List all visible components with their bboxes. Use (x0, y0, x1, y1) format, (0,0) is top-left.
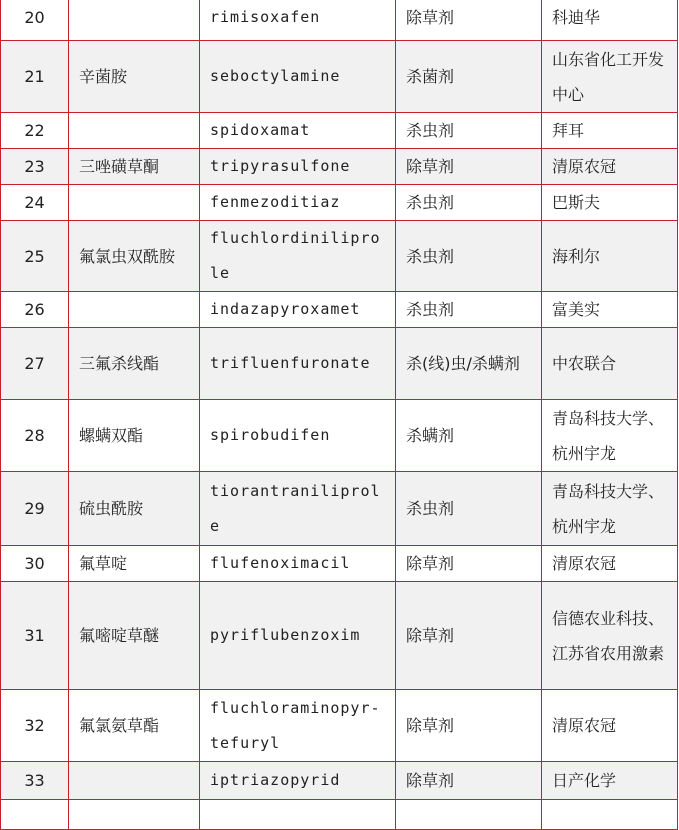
english-name-cell: fluchloraminopyr-tefuryl (200, 690, 396, 762)
english-name-cell: seboctylamine (200, 41, 396, 113)
number-cell: 31 (1, 582, 69, 690)
number-cell: 28 (1, 400, 69, 472)
category-cell: 杀虫剂 (396, 292, 542, 328)
company-cell (542, 800, 678, 830)
chinese-name-cell: 辛菌胺 (69, 41, 200, 113)
category-cell: 除草剂 (396, 582, 542, 690)
chinese-name-cell: 氟嘧啶草醚 (69, 582, 200, 690)
number-cell: 22 (1, 113, 69, 149)
english-name-cell: flufenoximacil (200, 546, 396, 582)
english-name-cell: fluchlordiniliprole (200, 221, 396, 292)
number-cell: 26 (1, 292, 69, 328)
chinese-name-cell (69, 113, 200, 149)
table-row (1, 328, 678, 400)
chinese-name-cell: 硫虫酰胺 (69, 472, 200, 546)
company-cell: 青岛科技大学、杭州宇龙 (542, 472, 678, 546)
english-name-cell: rimisoxafen (200, 0, 396, 41)
chinese-name-cell (69, 800, 200, 830)
english-name-cell: trifluenfuronate (200, 328, 396, 400)
company-cell: 青岛科技大学、杭州宇龙 (542, 400, 678, 472)
table-row (1, 762, 678, 800)
table-row (1, 292, 678, 328)
chinese-name-cell: 三氟杀线酯 (69, 328, 200, 400)
number-cell: 24 (1, 185, 69, 221)
english-name-cell: spirobudifen (200, 400, 396, 472)
table-row (1, 400, 678, 472)
number-cell: 32 (1, 690, 69, 762)
table-row (1, 800, 678, 830)
number-cell: 29 (1, 472, 69, 546)
category-cell: 除草剂 (396, 690, 542, 762)
english-name-cell: tiorantraniliprole (200, 472, 396, 546)
english-name-cell (200, 800, 396, 830)
chinese-name-cell: 螺螨双酯 (69, 400, 200, 472)
chinese-name-cell: 氟氯氨草酯 (69, 690, 200, 762)
number-cell: 20 (1, 0, 69, 41)
category-cell: 杀虫剂 (396, 221, 542, 292)
chinese-name-cell: 三唑磺草酮 (69, 149, 200, 185)
chinese-name-cell (69, 762, 200, 800)
category-cell: 杀虫剂 (396, 113, 542, 149)
category-cell (396, 800, 542, 830)
category-cell: 杀虫剂 (396, 185, 542, 221)
chinese-name-cell (69, 292, 200, 328)
table-row (1, 582, 678, 690)
table-row (1, 41, 678, 113)
company-cell: 清原农冠 (542, 690, 678, 762)
category-cell: 除草剂 (396, 762, 542, 800)
company-cell: 日产化学 (542, 762, 678, 800)
category-cell: 除草剂 (396, 546, 542, 582)
english-name-cell: pyriflubenzoxim (200, 582, 396, 690)
table-row (1, 185, 678, 221)
english-name-cell: iptriazopyrid (200, 762, 396, 800)
number-cell: 21 (1, 41, 69, 113)
category-cell: 杀螨剂 (396, 400, 542, 472)
number-cell: 30 (1, 546, 69, 582)
number-cell: 33 (1, 762, 69, 800)
company-cell: 巴斯夫 (542, 185, 678, 221)
number-cell: 25 (1, 221, 69, 292)
company-cell: 富美实 (542, 292, 678, 328)
category-cell: 除草剂 (396, 149, 542, 185)
chinese-name-cell (69, 0, 200, 41)
number-cell: 23 (1, 149, 69, 185)
category-cell: 除草剂 (396, 0, 542, 41)
company-cell: 山东省化工开发中心 (542, 41, 678, 113)
number-cell: 27 (1, 328, 69, 400)
table-row (1, 113, 678, 149)
table-row (1, 546, 678, 582)
table-row (1, 149, 678, 185)
company-cell: 清原农冠 (542, 149, 678, 185)
chinese-name-cell (69, 185, 200, 221)
category-cell: 杀菌剂 (396, 41, 542, 113)
english-name-cell: tripyrasulfone (200, 149, 396, 185)
table-body (1, 0, 678, 830)
company-cell: 中农联合 (542, 328, 678, 400)
chinese-name-cell: 氟草啶 (69, 546, 200, 582)
category-cell: 杀虫剂 (396, 472, 542, 546)
english-name-cell: indazapyroxamet (200, 292, 396, 328)
table-row (1, 221, 678, 292)
number-cell (1, 800, 69, 830)
table-row (1, 472, 678, 546)
company-cell: 拜耳 (542, 113, 678, 149)
english-name-cell: spidoxamat (200, 113, 396, 149)
table-row (1, 690, 678, 762)
english-name-cell: fenmezoditiaz (200, 185, 396, 221)
company-cell: 信德农业科技、江苏省农用激素 (542, 582, 678, 690)
category-cell: 杀(线)虫/杀螨剂 (396, 328, 542, 400)
company-cell: 清原农冠 (542, 546, 678, 582)
company-cell: 科迪华 (542, 0, 678, 41)
chinese-name-cell: 氟氯虫双酰胺 (69, 221, 200, 292)
company-cell: 海利尔 (542, 221, 678, 292)
table-row (1, 0, 678, 41)
